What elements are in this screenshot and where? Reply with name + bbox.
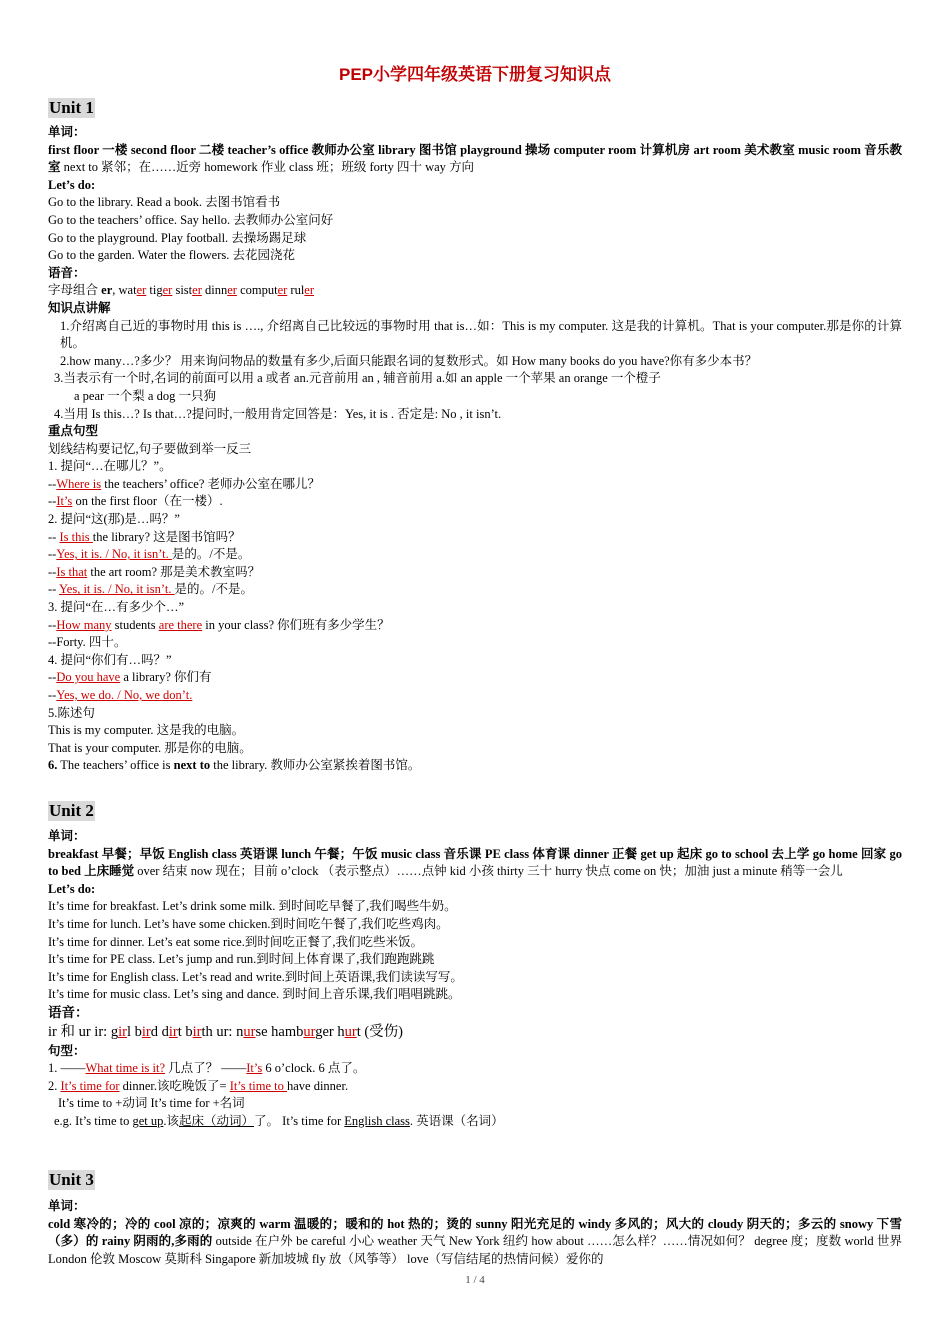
letsdo-line: Go to the library. Read a book. 去图书馆看书 xyxy=(48,195,281,210)
q2-title: 2. 提问“这(那)是…吗？” xyxy=(48,512,180,527)
page-title: PEP小学四年级英语下册复习知识点 xyxy=(338,65,612,84)
page-number: 1 / 4 xyxy=(465,1274,485,1286)
q4-line: --Yes, we do. / No, we don’t. xyxy=(48,688,193,702)
letsdo-line: It’s time for English class. Let’s read and write.到时间上英语课,我们读读写写。 xyxy=(48,969,463,984)
q3-line: --How many students are there in your class? 你们班有多少学生？ xyxy=(48,617,390,632)
q5-line: This is my computer. 这是我的电脑。 xyxy=(48,723,245,738)
q4-title: 4. 提问“你们有…吗？” xyxy=(48,652,172,667)
phonics-line: 字母组合 er, water tiger sister dinner computer ruler xyxy=(48,283,315,298)
q2-line: -- Is this the library? 这是图书馆吗？ xyxy=(48,529,241,544)
letsdo-line: It’s time for breakfast. Let’s drink some milk. 到时间吃早餐了,我们喝些牛奶。 xyxy=(48,899,457,914)
phonics-label: 语音： xyxy=(48,1004,89,1020)
vocab-label: 单词： xyxy=(48,125,86,139)
q3-line: --Forty. 四十。 xyxy=(48,635,127,650)
point-2: 2.how many…?多少？ 用来询问物品的数量有多少,后面只能跟名词的复数形式。如 How many books do you have?你有多少本书？ xyxy=(60,353,758,368)
vocab-paragraph: cold 寒冷的；冷的 cool 凉的；凉爽的 warm 温暖的；暖和的 hot 热的；烫的 sunny 阳光充足的 windy 多风的；风大的 cloudy 阴天的；多云的 snowy 下雪（多）的 rainy 阴雨的,多雨的 outside 在户外 be careful 小心 weather 天气 New York 纽约 how about ……怎么样？……情况如何？ degree 度；度数 world 世界 London 伦敦 Moscow 莫斯科 Singapore 新加坡城 fly 放（风筝等） love（写信结尾的热情问候）爱你的 xyxy=(48,1216,902,1266)
q2-line: --Is that the art room? 那是美术教室吗？ xyxy=(48,564,261,579)
unit1-content xyxy=(48,124,902,775)
sentences-label: 重点句型 xyxy=(48,424,99,439)
q3-title: 3. 提问“在…有多少个…” xyxy=(48,600,185,615)
pattern-line-1: 1. ——What time is it? 几点了？ ——It’s 6 o’clock. 6 点了。 xyxy=(48,1061,366,1076)
point-1: 1.介绍离自己近的事物时用 this is …., 介绍离自己比较远的事物时用 that is…如：This is my computer. 这是我的计算机。That is your computer.那是你的计算机。 xyxy=(60,318,902,351)
q5-line: That is your computer. 那是你的电脑。 xyxy=(48,740,252,755)
letsdo-line: It’s time for music class. Let’s sing and dance. 到时间上音乐课,我们唱唱跳跳。 xyxy=(48,987,461,1002)
letsdo-line: Go to the teachers’ office. Say hello. 去教师办公室问好 xyxy=(48,212,334,227)
letsdo-label: Let’s do: xyxy=(48,177,96,192)
unit1-heading: Unit 1 xyxy=(49,98,94,117)
unit2-content xyxy=(48,828,902,1131)
letsdo-line: It’s time for dinner. Let’s eat some rice.到时间吃正餐了,我们吃些米饭。 xyxy=(48,934,423,949)
letsdo-line: It’s time for lunch. Let’s have some chicken.到时间吃午餐了,我们吃些鸡肉。 xyxy=(48,916,449,931)
points-label: 知识点讲解 xyxy=(48,300,111,315)
vocab-paragraph: first floor 一楼 second floor 二楼 teacher’s office 教师办公室 library 图书馆 playground 操场 computer room 计算机房 art room 美术教室 music room 音乐教室 next to 紧邻；在……近旁 homework 作业 class 班；班级 forty 四十 way 方向 xyxy=(48,142,902,175)
point-4: 4.当用 Is this…? Is that…?提问时,一般用肯定回答是：Yes, it is . 否定是: No , it isn’t. xyxy=(54,406,502,421)
q1-line: --It’s on the first floor（在一楼）. xyxy=(48,494,223,509)
q6-line: 6. The teachers’ office is next to the library. 教师办公室紧挨着图书馆。 xyxy=(48,758,421,773)
point-3-examples: a pear 一个梨 a dog 一只狗 xyxy=(74,388,216,403)
letsdo-line: Go to the playground. Play football. 去操场踢足球 xyxy=(48,230,307,245)
q4-line: --Do you have a library? 你们有 xyxy=(48,670,212,685)
pattern-line-4: e.g. It’s time to get up.该起床（动词）了。 It’s time for English class. 英语课（名词） xyxy=(54,1113,504,1128)
vocab-paragraph: breakfast 早餐；早饭 English class 英语课 lunch 午餐；午饭 music class 音乐课 PE class 体育课 dinner 正餐 get up 起床 go to school 去上学 go home 回家 go to bed 上床睡觉 over 结束 now 现在；目前 o’clock （表示整点）……点钟 kid 小孩 thirty 三十 hurry 快点 come on 快；加油 just a minute 稍等一会儿 xyxy=(48,846,902,879)
letsdo-label: Let’s do: xyxy=(48,881,96,896)
pattern-line-3: It’s time to +动词 It’s time for +名词 xyxy=(58,1096,245,1111)
unit3-heading: Unit 3 xyxy=(49,1170,94,1189)
q2-line: -- Yes, it is. / No, it isn’t. 是的。/不是。 xyxy=(48,582,254,597)
letsdo-line: Go to the garden. Water the flowers. 去花园浇花 xyxy=(48,248,295,263)
q5-title: 5.陈述句 xyxy=(48,705,95,720)
sentences-note: 划线结构要记忆,句子要做到举一反三 xyxy=(48,441,252,456)
phonics-line: ir 和 ur ir: girl bird dirt birth ur: nurse hamburger hurt (受伤) xyxy=(48,1023,403,1040)
letsdo-line: It’s time for PE class. Let’s jump and run.到时间上体育课了,我们跑跑跳跳 xyxy=(48,952,435,967)
unit3-content xyxy=(48,1198,902,1268)
pattern-label: 句型： xyxy=(48,1043,86,1058)
q1-line: --Where is the teachers’ office? 老师办公室在哪儿？ xyxy=(48,476,321,491)
vocab-label: 单词： xyxy=(48,829,86,843)
pattern-line-2: 2. It’s time for dinner.该吃晚饭了= It’s time to have dinner. xyxy=(48,1078,349,1093)
unit2-heading: Unit 2 xyxy=(49,801,94,820)
point-3: 3.当表示有一个时,名词的前面可以用 a 或者 an.元音前用 an , 辅音前用 a.如 an apple 一个苹果 an orange 一个橙子 xyxy=(54,371,661,386)
q1-title: 1. 提问“…在哪儿？”。 xyxy=(48,459,172,474)
vocab-label: 单词： xyxy=(48,1199,86,1213)
q2-line: --Yes, it is. / No, it isn’t. 是的。/不是。 xyxy=(48,547,251,562)
phonics-label: 语音： xyxy=(48,265,86,280)
